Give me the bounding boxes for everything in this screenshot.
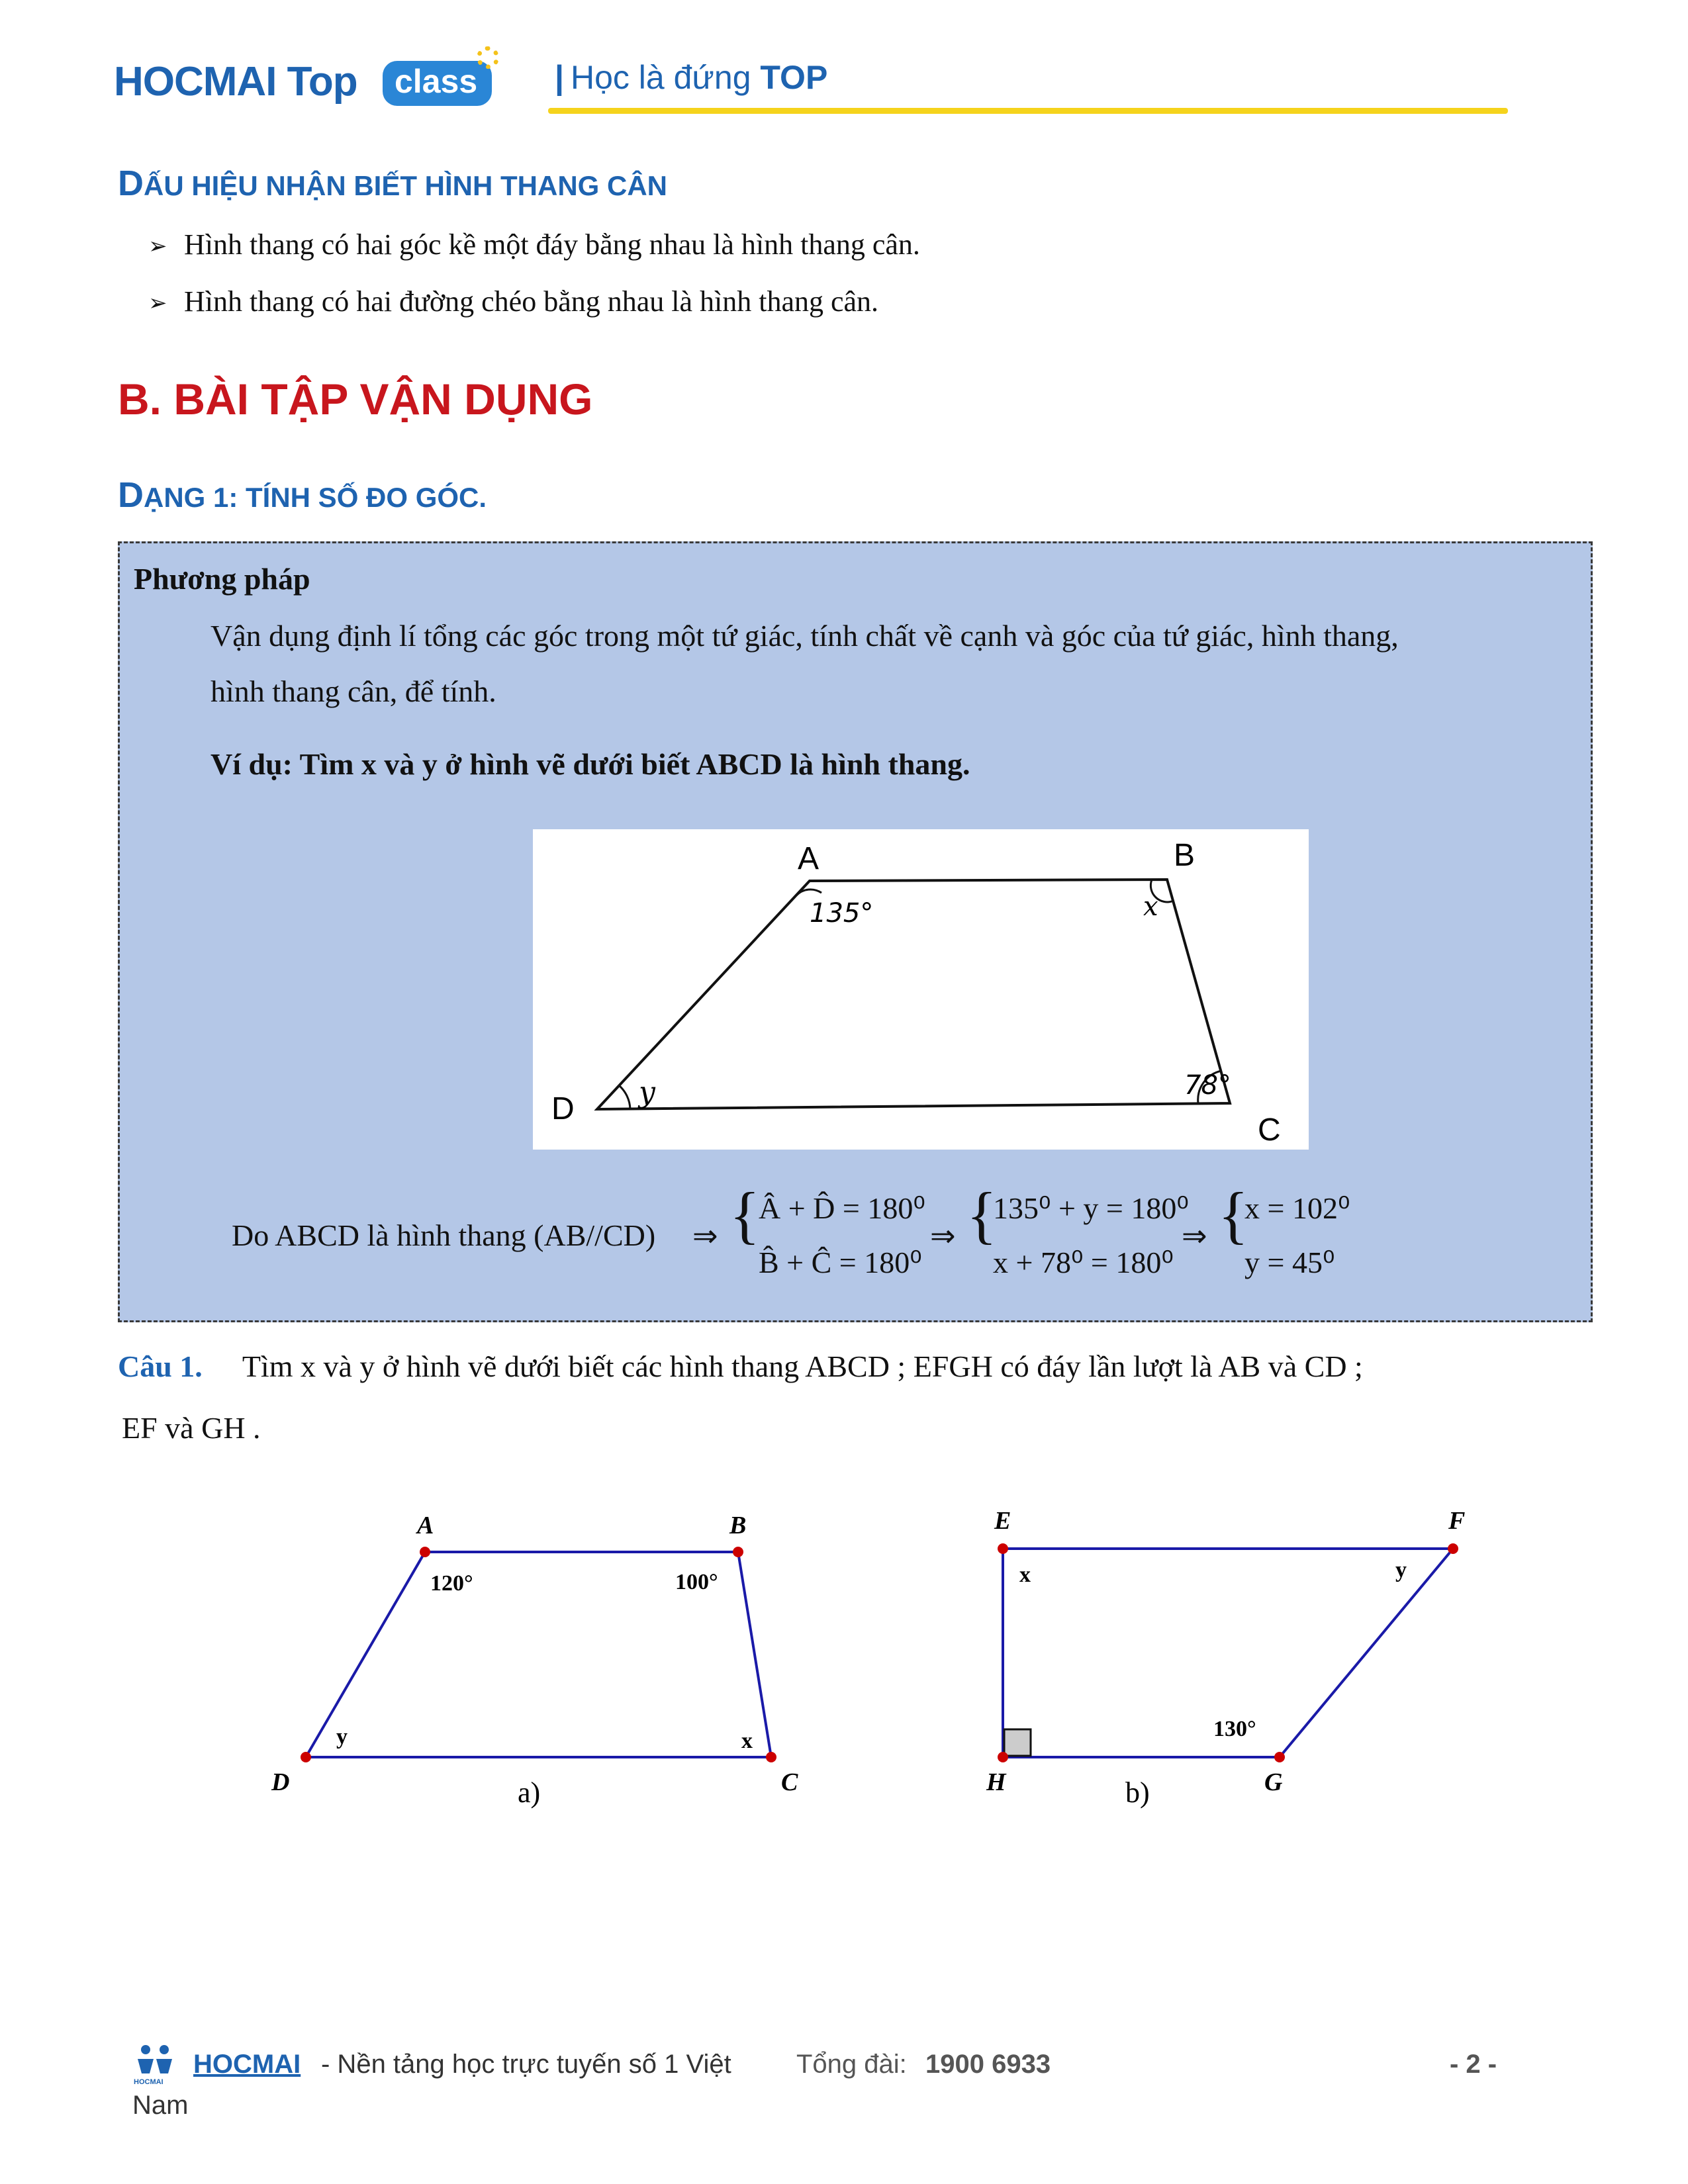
vertex-point [766,1752,776,1762]
angle-label-a: 135° [810,898,874,929]
angle-arc-d [619,1085,630,1109]
system3-line2: y = 45⁰ [1244,1246,1335,1279]
logo-hocmai: HOCMAI Top [114,59,357,105]
method-text: Vận dụng định lí tổng các góc trong một tứ giác, tính chất về cạnh và góc của tứ giác, hình thang, [211,619,1399,653]
hocmai-logo-icon [132,2042,179,2095]
example-figure [533,829,1309,1150]
vertex-label-d: D [551,1091,575,1126]
vertex-point [733,1547,743,1557]
angle-label-c: x [741,1729,753,1753]
page-number: - 2 - [1450,2050,1497,2079]
type1-heading: DẠNG 1: TÍNH SỐ ĐO GÓC. [118,475,487,515]
angle-label-b: x [1143,891,1158,922]
angle-label-g: 130° [1213,1717,1256,1741]
question-text: EF và GH . [122,1411,261,1445]
section-title: B. BÀI TẬP VẬN DỤNG [118,375,593,424]
implies-arrow: ⇒ [1182,1219,1207,1253]
vertex-label-b: B [729,1512,747,1539]
system2-line1: 135⁰ + y = 180⁰ [993,1191,1189,1225]
angle-label-e: x [1019,1563,1031,1587]
vertex-label-b: B [1174,838,1196,873]
header-slogan: | Học là đứng TOP [555,59,828,96]
system1-line1: Â + D̂ = 180⁰ [759,1191,925,1225]
implies-arrow: ⇒ [930,1219,956,1253]
svg-text:HOCMAI: HOCMAI [134,2078,164,2086]
vertex-label-d: D [271,1768,290,1796]
system3-line1: x = 102⁰ [1244,1191,1350,1225]
example-statement: Ví dụ: Tìm x và y ở hình vẽ dưới biết ABCD là hình thang. [211,747,970,781]
footer-brand-link[interactable]: HOCMAI [193,2050,301,2079]
footer-tagline: - Nền tảng học trực tuyến số 1 Việt [321,2050,731,2079]
logo-sun-icon [477,46,499,69]
vertex-label-e: E [994,1507,1011,1535]
angle-label-b: 100° [675,1570,718,1594]
recognition-heading: DẤU HIỆU NHẬN BIẾT HÌNH THANG CÂN [118,163,667,203]
vertex-label-a: A [417,1512,434,1539]
trapezoid-efgh-figure-b [980,1499,1509,1817]
header-divider [548,108,1508,114]
bullet-item: ➢ Hình thang có hai đường chéo bằng nhau là hình thang cân. [148,285,879,318]
arrow-bullet-icon: ➢ [148,234,167,259]
vertex-label-f: F [1448,1507,1466,1535]
vertex-label-h: H [986,1768,1006,1796]
figure-caption: a) [518,1776,541,1809]
vertex-point [301,1752,311,1762]
vertex-point [998,1543,1008,1554]
arrow-bullet-icon: ➢ [148,291,167,316]
angle-label-a: 120° [430,1571,473,1596]
vertex-label-a: A [798,841,820,876]
trapezoid-abcd-figure-a [252,1499,847,1817]
angle-label-f: y [1395,1558,1407,1582]
trapezoid-shape [597,880,1230,1109]
derivation-premise: Do ABCD là hình thang (AB//CD) [232,1218,656,1252]
figure-caption: b) [1125,1776,1150,1809]
vertex-point [1274,1752,1285,1762]
system-brace: { [1218,1179,1249,1250]
angle-label-d: y [336,1725,348,1749]
logo-class-badge: class [383,61,492,106]
footer-tagline-end: Nam [132,2091,189,2120]
derivation [232,1178,1423,1297]
method-text: hình thang cân, để tính. [211,674,496,708]
footer [132,2042,1523,2121]
system1-line2: B̂ + Ĉ = 180⁰ [759,1246,922,1279]
angle-label-d: y [639,1075,655,1109]
question-number: Câu 1. [118,1349,203,1383]
trapezoid-abcd-figure [533,829,1309,1150]
vertex-label-g: G [1264,1768,1283,1796]
implies-arrow: ⇒ [692,1219,718,1253]
footer-hotline-label: Tổng đài: [796,2050,907,2079]
bullet-item: ➢ Hình thang có hai góc kề một đáy bằng nhau là hình thang cân. [148,228,920,261]
vertex-label-c: C [781,1768,798,1796]
vertex-point [420,1547,430,1557]
system-brace: { [966,1179,998,1250]
figure-a [252,1499,847,1820]
vertex-label-c: C [1258,1113,1281,1148]
system2-line2: x + 78⁰ = 180⁰ [993,1246,1174,1279]
vertex-point [998,1752,1008,1762]
angle-label-c: 78° [1184,1070,1231,1101]
method-title: Phương pháp [134,562,310,596]
footer-hotline: 1900 6933 [925,2050,1051,2079]
system-brace: { [729,1179,761,1250]
figure-b [980,1499,1509,1820]
vertex-point [1448,1543,1458,1554]
question-text: Câu 1. Tìm x và y ở hình vẽ dưới biết các hình thang ABCD ; EFGH có đáy lần lượt là AB và CD ; [118,1349,1363,1383]
right-angle-marker [1004,1729,1031,1756]
